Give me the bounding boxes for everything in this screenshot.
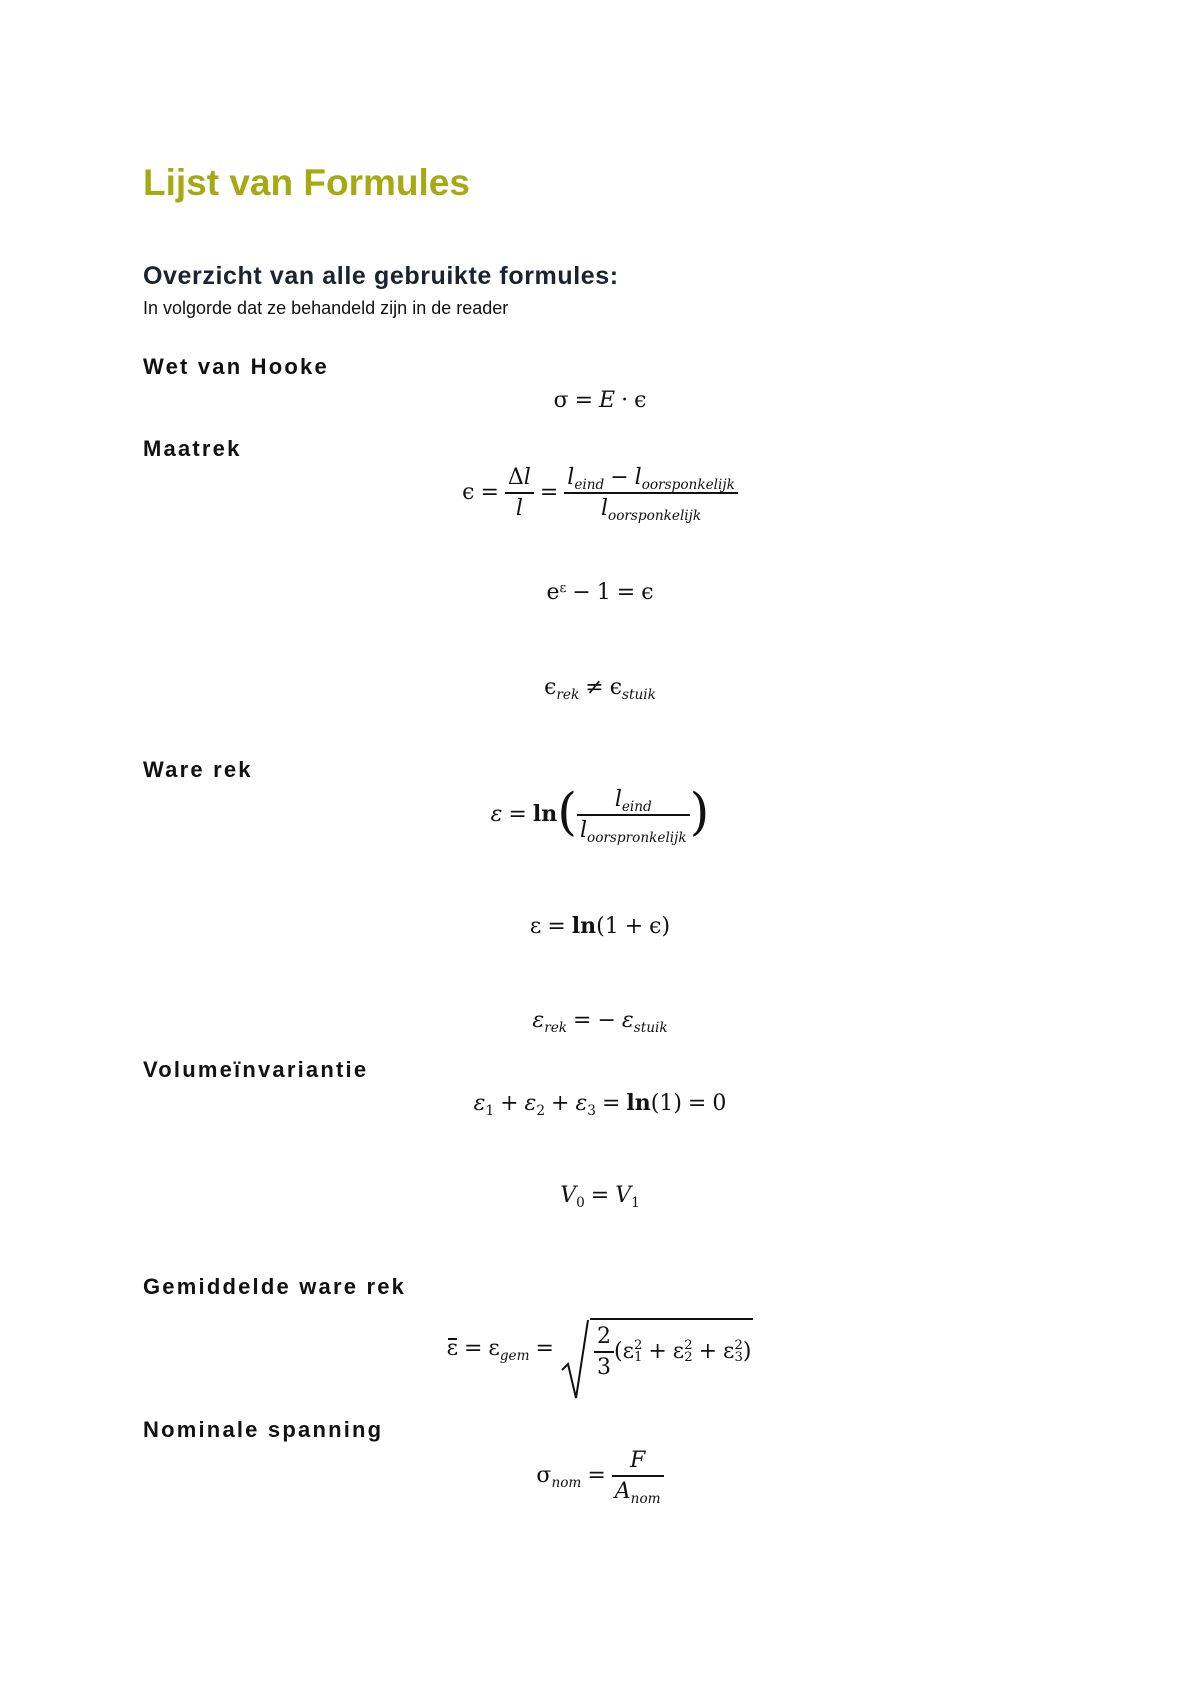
overview-heading: Overzicht van alle gebruikte formules:	[143, 262, 619, 290]
formula-rek-stuik-neq: $\epsilon_{rek} \ne \epsilon_{stuik}$	[544, 675, 656, 703]
subscript-rek: rek	[556, 686, 580, 703]
formula-nominale-spanning: $\sigma_{nom}$ = $\frac{F}{A_{nom}}$	[0, 1448, 1200, 1504]
formula-hooke: σ = E · ϵ	[553, 388, 647, 413]
section-heading-maatrek: Maatrek	[143, 436, 242, 461]
subscript-oorspronkelijk: oorspronkelijk	[587, 829, 687, 846]
formula-gemiddelde: $\varepsilon = \varepsilon_{gem}$ = $\frac{2}{3}$ (ε 2 1 + ε 2 2 + ε 2 3 )	[0, 1318, 1200, 1380]
formula-exp-relation: $e^\varepsilon - 1 = \epsilon$	[546, 580, 654, 605]
formula-ware-rek-ln: ε = ln( $\frac{l_{eind}}{l_{oorspronkelijk}}$ )	[490, 781, 710, 846]
formula-ware-rek-ln-1-plus: ε = ln(1 + ϵ)	[529, 913, 671, 939]
formula-volume-sum: $\varepsilon_1 + \varepsilon_2 + \varepsilon_3 = \ln(1) = 0$	[473, 1090, 727, 1119]
subscript-nom: nom	[630, 1490, 661, 1507]
square-root: $\frac{2}{3}$ (ε 2 1 + ε 2 2 + ε 2 3 )	[560, 1318, 753, 1380]
formula-volume-constant: $V_0 = V_1$	[560, 1183, 640, 1211]
subscript-eind: eind	[574, 476, 605, 493]
subscript-stuik: stuik	[622, 686, 656, 703]
subscript-oorspronkelijk: oorsponkelijk	[608, 507, 702, 524]
subscript-eind: eind	[621, 798, 652, 815]
section-heading-nominale: Nominale spanning	[143, 1417, 384, 1442]
document-title: Lijst van Formules	[143, 162, 470, 203]
formula-rek-stuik-eq: $\varepsilon_{rek}$ = − $\varepsilon_{stuik}$	[532, 1008, 668, 1036]
formula-maatrek: ϵ = $\frac{\Delta l}{l}$ = $\frac{l_{eind} - l_{oorsponkelijk}}{l_{oorsponkelijk}}$	[0, 465, 1200, 521]
subscript-rek: rek	[544, 1019, 568, 1036]
subscript-nom: nom	[551, 1474, 582, 1491]
section-heading-ware-rek: Ware rek	[143, 757, 253, 782]
subscript-stuik: stuik	[633, 1019, 668, 1036]
section-heading-hooke: Wet van Hooke	[143, 354, 329, 379]
fraction-length-change: $\frac{l_{eind} - l_{oorsponkelijk}}{l_{oorsponkelijk}}$	[564, 465, 738, 521]
section-heading-volume: Volumeïnvariantie	[143, 1057, 369, 1082]
fraction-delta-l: $\frac{\Delta l}{l}$	[505, 465, 534, 521]
subscript-gem: gem	[499, 1347, 530, 1364]
section-heading-gemiddelde: Gemiddelde ware rek	[143, 1274, 407, 1299]
subscript-oorspronkelijk: oorsponkelijk	[641, 476, 735, 493]
intro-text: In volgorde dat ze behandeld zijn in de reader	[143, 298, 509, 318]
